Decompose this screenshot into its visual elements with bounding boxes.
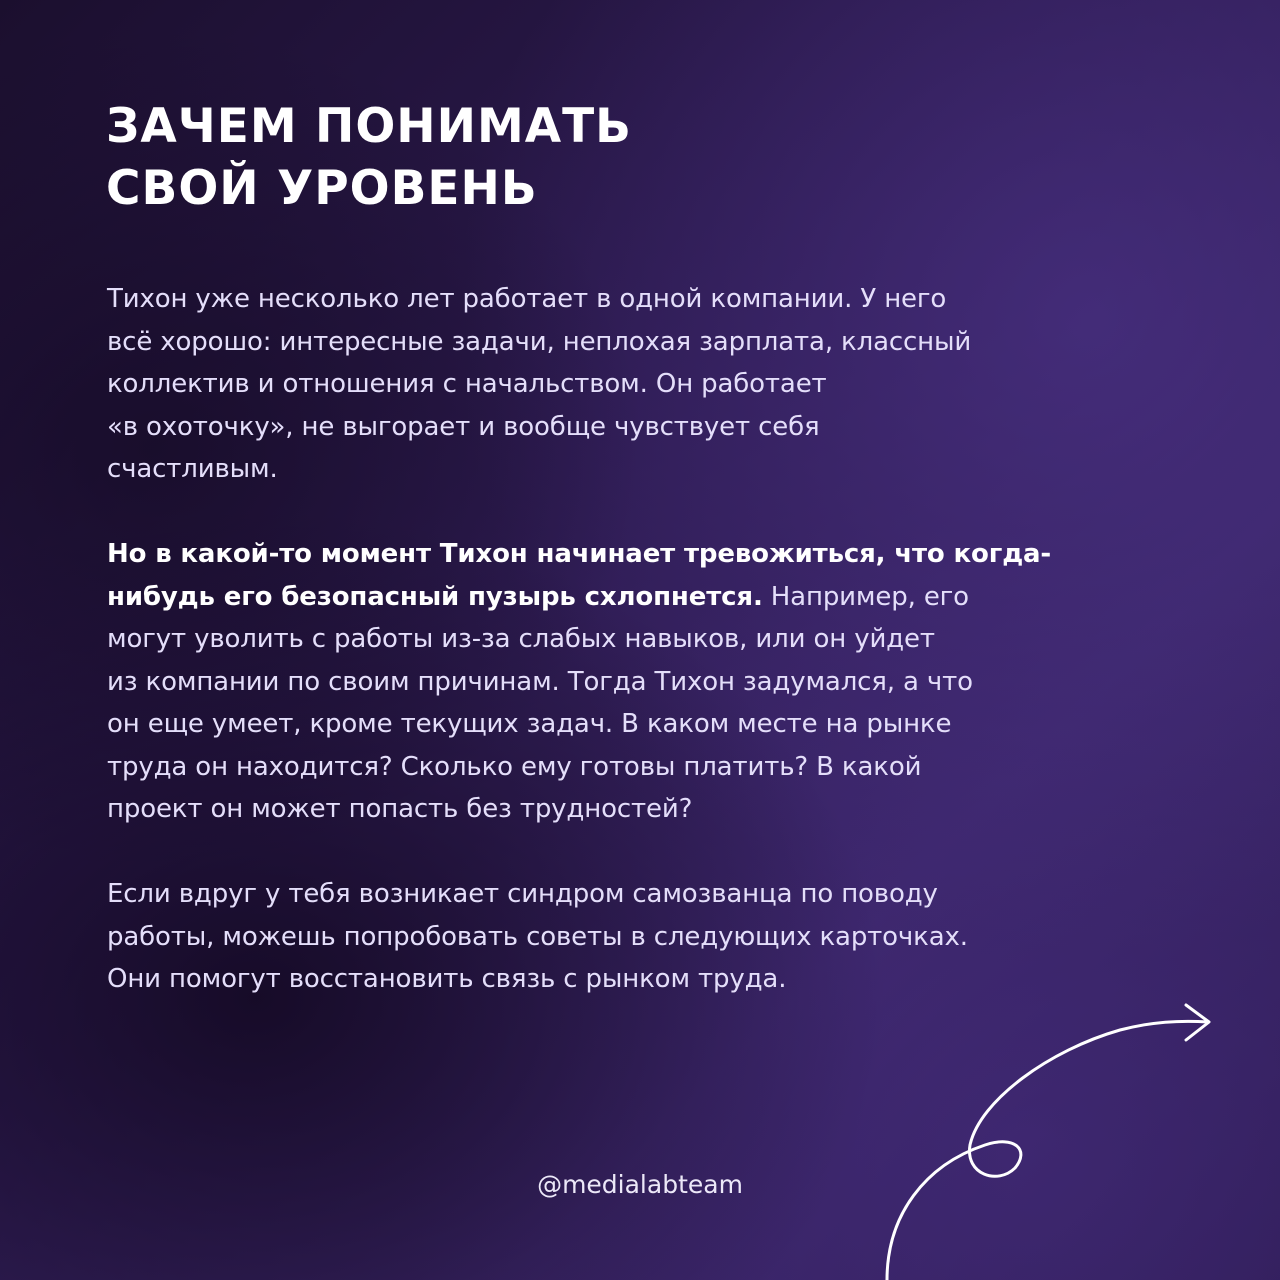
paragraph-worry bbox=[107, 533, 1197, 831]
text-line: всё хорошо: интересные задачи, неплохая зарплата, классный bbox=[107, 326, 972, 357]
text-line: «в охоточку», не выгорает и вообще чувствует себя bbox=[107, 411, 820, 442]
title-line-2: СВОЙ УРОВЕНЬ bbox=[106, 161, 538, 216]
slide-title bbox=[106, 96, 632, 220]
slide-body bbox=[107, 278, 1197, 1001]
text-line: он еще умеет, кроме текущих задач. В каком месте на рынке bbox=[107, 709, 952, 739]
bold-text-fragment: нибудь его безопасный пузырь схлопнется. bbox=[107, 581, 763, 612]
bold-text-line: Но в какой-то момент Тихон начинает тревожиться, что когда- bbox=[107, 539, 1052, 569]
text-line: могут уволить с работы из-за слабых навыков, или он уйдет bbox=[107, 624, 935, 654]
text-line: работы, можешь попробовать советы в следующих карточках. bbox=[107, 921, 968, 952]
title-line-1: ЗАЧЕМ ПОНИМАТЬ bbox=[106, 99, 632, 154]
text-line: из компании по своим причинам. Тогда Тихон задумался, а что bbox=[107, 666, 973, 697]
text-line: проект он может попасть без трудностей? bbox=[107, 794, 693, 824]
text-line: Если вдруг у тебя возникает синдром самозванца по поводу bbox=[107, 879, 938, 909]
text-line: Они помогут восстановить связь с рынком труда. bbox=[107, 964, 787, 994]
text-line: коллектив и отношения с начальством. Он работает bbox=[107, 369, 827, 399]
text-line: Тихон уже несколько лет работает в одной компании. У него bbox=[107, 284, 947, 314]
paragraph-intro bbox=[107, 278, 1197, 491]
footer-handle: @medialabteam bbox=[537, 1170, 743, 1199]
paragraph-advice bbox=[107, 873, 1197, 1001]
text-fragment: Например, его bbox=[762, 581, 969, 612]
text-line: труда он находится? Сколько ему готовы платить? В какой bbox=[107, 751, 922, 782]
text-line: счастливым. bbox=[107, 454, 278, 484]
text-line bbox=[107, 576, 1197, 619]
